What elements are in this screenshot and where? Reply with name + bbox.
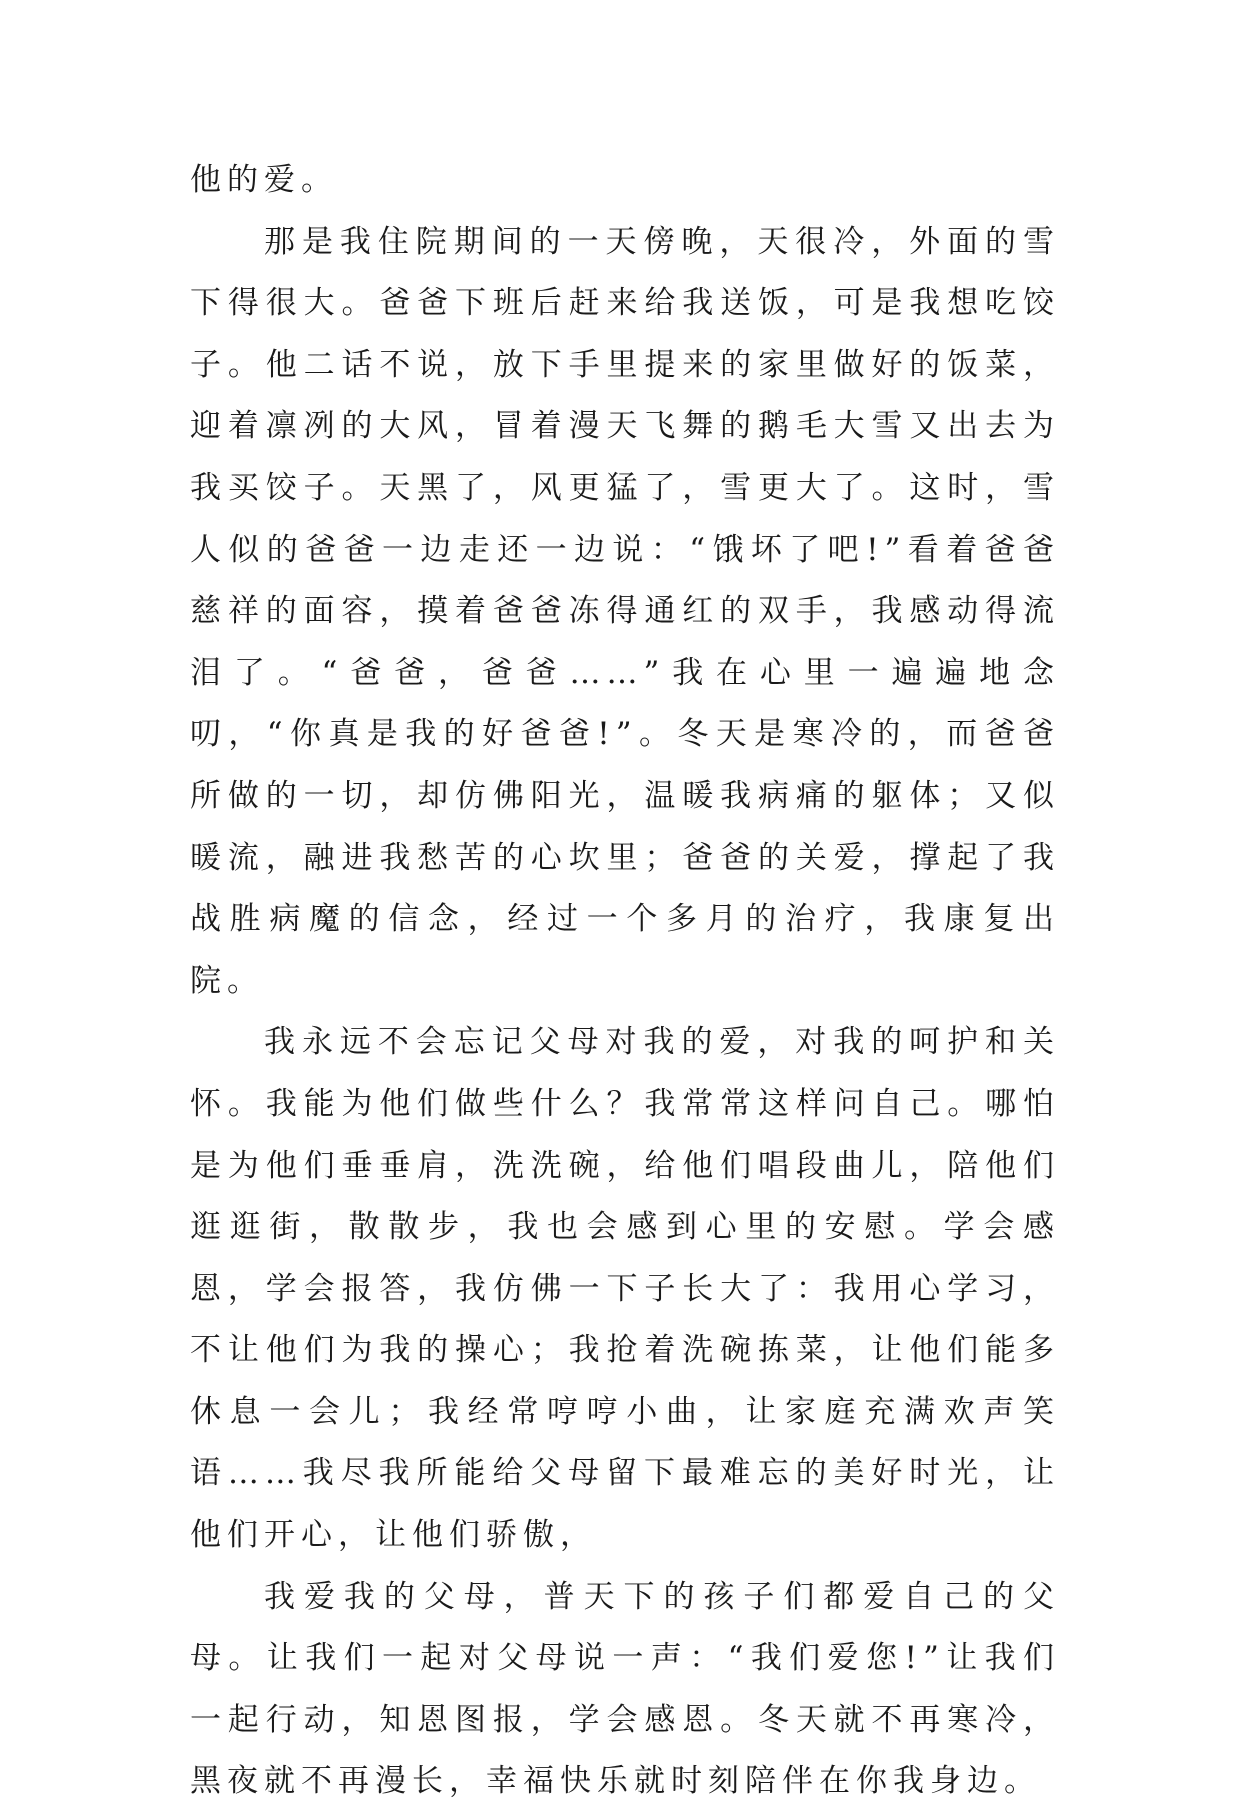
paragraph-2: 那是我住院期间的一天傍晚，天很冷，外面的雪下得很大。爸爸下班后赶来给我送饭，可是我想吃饺子。他二话不说，放下手里提来的家里做好的饭菜，迎着凛冽的大风，冒着漫天飞舞的鹅毛大雪又出去为我买饺子。天黑了，风更猛了，雪更大了。这时，雪人似的爸爸一边走还一边说：“饿坏了吧!”看着爸爸慈祥的面容，摸着爸爸冻得通红的双手，我感动得流泪了。“爸爸，爸爸……”我在心里一遍遍地念叨，“你真是我的好爸爸!”。冬天是寒冷的，而爸爸所做的一切，却仿佛阳光，温暖我病痛的躯体；又似暖流，融进我愁苦的心坎里；爸爸的关爱，撑起了我战胜病魔的信念，经过一个多月的治疗，我康复出院。 bbox=[190, 223, 1060, 999]
paragraph-1: 他的爱。 bbox=[190, 162, 338, 198]
paragraph-3: 我永远不会忘记父母对我的爱，对我的呵护和关怀。我能为他们做些什么？我常常这样问自己。哪怕是为他们垂垂肩，洗洗碗，给他们唱段曲儿，陪他们逛逛街，散散步，我也会感到心里的安慰。学会感恩，学会报答，我仿佛一下子长大了：我用心学习，不让他们为我的操心；我抢着洗碗拣菜，让他们能多休息一会儿；我经常哼哼小曲，让家庭充满欢声笑语……我尽我所能给父母留下最难忘的美好时光，让他们开心，让他们骄傲， bbox=[190, 1024, 1060, 1554]
paragraph-4: 我爱我的父母，普天下的孩子们都爱自己的父母。让我们一起对父母说一声：“我们爱您!”让我们一起行动，知恩图报，学会感恩。冬天就不再寒冷，黑夜就不再漫长，幸福快乐就时刻陪伴在你我身边。 bbox=[190, 1578, 1060, 1800]
body-text bbox=[190, 150, 1060, 1813]
